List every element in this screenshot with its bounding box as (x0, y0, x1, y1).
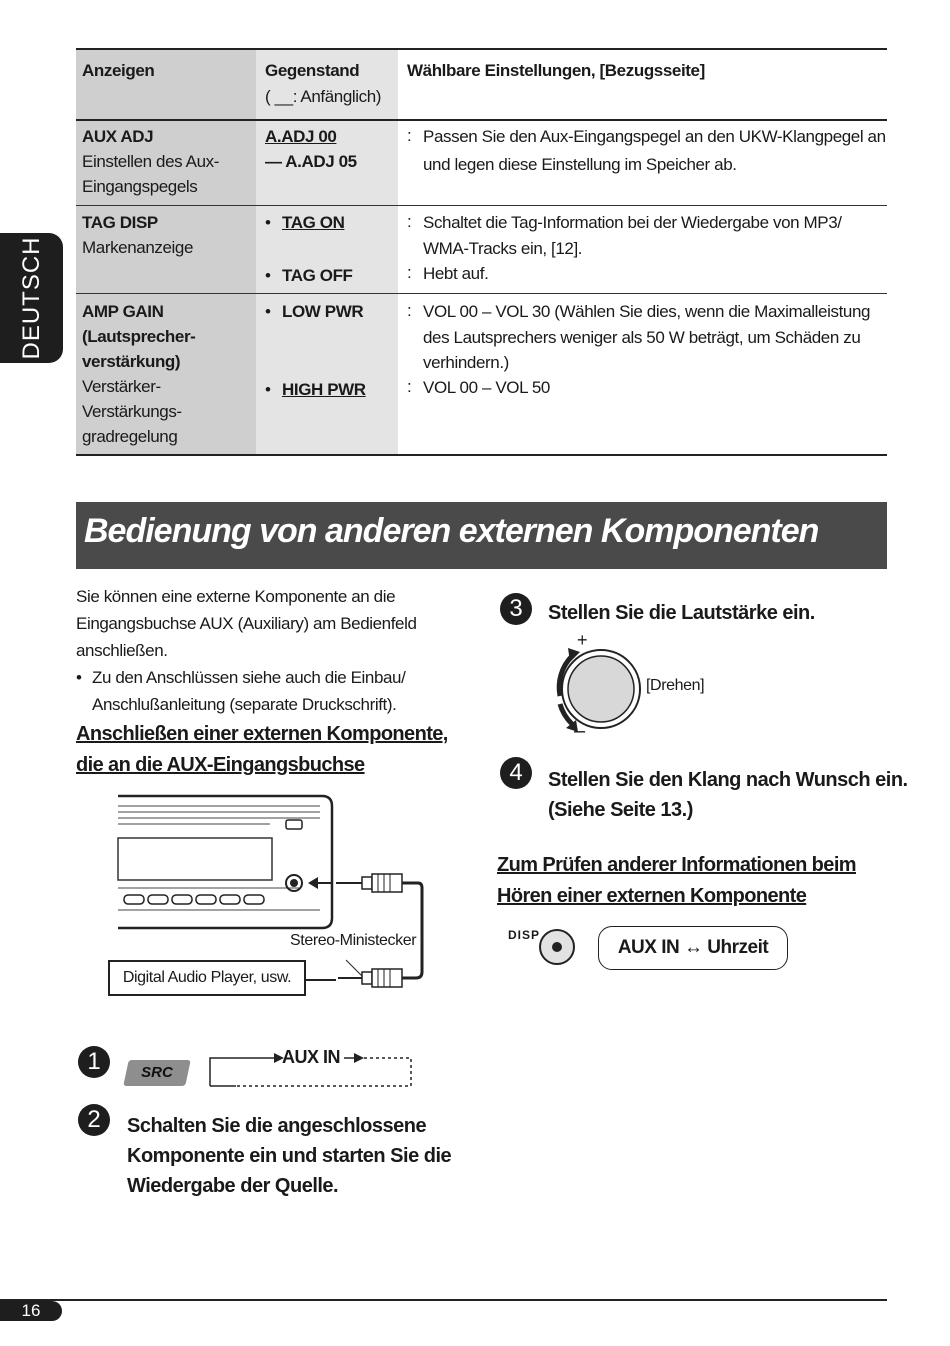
row-tag-disp-item: TAG OFF (282, 266, 353, 285)
connect-heading (76, 719, 476, 781)
header-gegenstand: Gegenstand (265, 61, 360, 80)
row-amp-gain-setting: verhindern.) (423, 353, 509, 372)
volume-knob[interactable] (546, 636, 646, 740)
row-amp-gain-desc: gradregelung (82, 427, 178, 446)
row-rule (76, 205, 887, 206)
step-4-line: Stellen Sie den Klang nach Wunsch ein. (548, 769, 908, 791)
step-2-line: Komponente ein und starten Sie die (127, 1145, 452, 1167)
info-heading (497, 850, 897, 912)
volume-minus: – (574, 720, 586, 742)
row-amp-gain-desc: Verstärker- (82, 377, 161, 396)
step-3-number: 3 (500, 593, 532, 625)
row-tag-disp-setting: Schaltet die Tag-Information bei der Wiedergabe von MP3/ (423, 213, 842, 232)
toggle-arrow-icon: ↔ (684, 937, 703, 958)
info-heading-line: Hören einer externen Komponente (497, 885, 807, 907)
disp-button[interactable] (539, 929, 575, 965)
row-aux-adj-desc: Eingangspegels (82, 177, 198, 196)
header-gegenstand-note: ( __: Anfänglich) (265, 87, 382, 106)
row-aux-adj-item: A.ADJ 00 (265, 127, 337, 146)
toggle-right: Uhrzeit (707, 937, 769, 958)
row-tag-disp-setting: Hebt auf. (423, 264, 489, 283)
language-tab-label: DEUTSCH (17, 236, 45, 360)
row-tag-disp-desc: Markenanzeige (82, 238, 194, 257)
step-1-number: 1 (78, 1046, 110, 1078)
header-anzeigen: Anzeigen (82, 61, 155, 80)
step-4-line: (Siehe Seite 13.) (548, 799, 693, 821)
step-2-text (127, 1111, 451, 1201)
head-unit-illustration (118, 796, 332, 928)
intro-bullet: Anschlußanleitung (separate Druckschrift). (92, 695, 397, 714)
intro-bullet: Zu den Anschlüssen siehe auch die Einbau/ (92, 668, 406, 687)
page-number: 16 (0, 1301, 62, 1321)
row-amp-gain-name: (Lautsprecher- (82, 327, 196, 346)
disp-dot-icon (552, 942, 562, 952)
row-aux-adj-name: AUX ADJ (82, 127, 154, 146)
disp-label: DISP (508, 928, 541, 942)
aux-in-label: AUX IN (282, 1047, 341, 1067)
intro-line: Sie können eine externe Komponente an die (76, 587, 396, 606)
stereo-mini-plug-top (336, 874, 402, 892)
row-amp-gain-item: HIGH PWR (282, 380, 366, 399)
row-aux-adj-item: — A.ADJ 05 (265, 152, 357, 171)
toggle-left: AUX IN (617, 937, 680, 958)
stereo-mini-plug-bottom (338, 969, 402, 987)
row-amp-gain-desc: Verstärkungs- (82, 402, 182, 421)
player-label: Digital Audio Player, usw. (108, 960, 306, 996)
row-amp-gain-item: LOW PWR (282, 302, 364, 321)
section-title: Bedienung von anderen externen Komponenten (84, 512, 819, 550)
row-tag-disp-item: TAG ON (282, 213, 345, 232)
step-3-text: Stellen Sie die Lautstärke ein. (548, 602, 815, 624)
src-button[interactable] (123, 1060, 191, 1086)
intro-line: Eingangsbuchse AUX (Auxiliary) am Bedienfeld anschließen. (76, 614, 417, 660)
language-tab (0, 233, 63, 363)
src-button-label: SRC (141, 1064, 173, 1081)
row-amp-gain-setting: VOL 00 – VOL 50 (423, 378, 550, 397)
table-bottom-rule (76, 454, 887, 456)
table-top-rule (76, 48, 887, 50)
step-2-number: 2 (78, 1104, 110, 1136)
settings-table: Anzeigen Gegenstand ( __: Anfänglich) Wählbare Einstellungen, [Bezugsseite] AUX ADJ Einstellen des Aux- Eingangspegels A.ADJ 00 — A.ADJ 05 : Passen Sie den Aux-Eingangspegel an den UKW-Klangpegel an und legen diese Einstellung im Speicher ab. TAG DISP Markenanzeige • TAG ON • TAG OFF : Schaltet die Tag-Information bei der Wiedergabe von MP3/ WMA-Tracks ein, [12]. : Hebt auf. AMP GAIN (Lautsprecher- verstärkung) Verstärker- Verstärkungs- gradregelung • LOW PWR • HIGH PWR : VOL 00 – VOL 30 (Wählen Sie dies, wenn die Maximalleistung des Lautsprechers weniger als 50 W beträgt, um Schäden zu verhindern.) : VOL 00 – VOL 50 (76, 48, 887, 456)
step-2-line: Schalten Sie die angeschlossene (127, 1115, 427, 1137)
header-rule (76, 119, 887, 121)
step-4-number: 4 (500, 757, 532, 789)
connect-heading-line: die an die AUX-Eingangsbuchse (76, 754, 365, 776)
row-tag-disp-setting: WMA-Tracks ein, [12]. (423, 239, 583, 258)
step-4-text (548, 765, 908, 825)
display-toggle (598, 926, 788, 970)
row-aux-adj-setting: und legen diese Einstellung im Speicher ab. (423, 155, 737, 174)
row-amp-gain-name: verstärkung) (82, 352, 181, 371)
info-heading-line: Zum Prüfen anderer Informationen beim (497, 854, 856, 876)
intro-text: Sie können eine externe Komponente an die Eingangsbuchse AUX (Auxiliary) am Bedienfeld anschließen. • Zu den Anschlüssen siehe auch die Einbau/ Anschlußanleitung (separate Druckschrift). (76, 583, 476, 718)
row-rule (76, 293, 887, 294)
row-amp-gain-name: AMP GAIN (82, 302, 164, 321)
section-title-bar (76, 502, 887, 569)
volume-plus: + (577, 630, 588, 650)
row-aux-adj-setting: Passen Sie den Aux-Eingangspegel an den UKW-Klangpegel an (423, 127, 886, 146)
row-aux-adj-desc: Einstellen des Aux- (82, 152, 219, 171)
stereo-plug-label: Stereo-Ministecker (290, 932, 417, 949)
row-tag-disp-name: TAG DISP (82, 213, 158, 232)
connect-heading-line: Anschließen einer externen Komponente, (76, 723, 448, 745)
row-amp-gain-setting: VOL 00 – VOL 30 (Wählen Sie dies, wenn die Maximalleistung (423, 302, 871, 321)
turn-label: [Drehen] (646, 677, 705, 694)
step-2-line: Wiedergabe der Quelle. (127, 1175, 339, 1197)
footer-rule (0, 1299, 887, 1301)
header-settings: Wählbare Einstellungen, [Bezugsseite] (407, 61, 705, 80)
row-amp-gain-setting: des Lautsprechers weniger als 50 W beträgt, um Schäden zu (423, 328, 861, 347)
